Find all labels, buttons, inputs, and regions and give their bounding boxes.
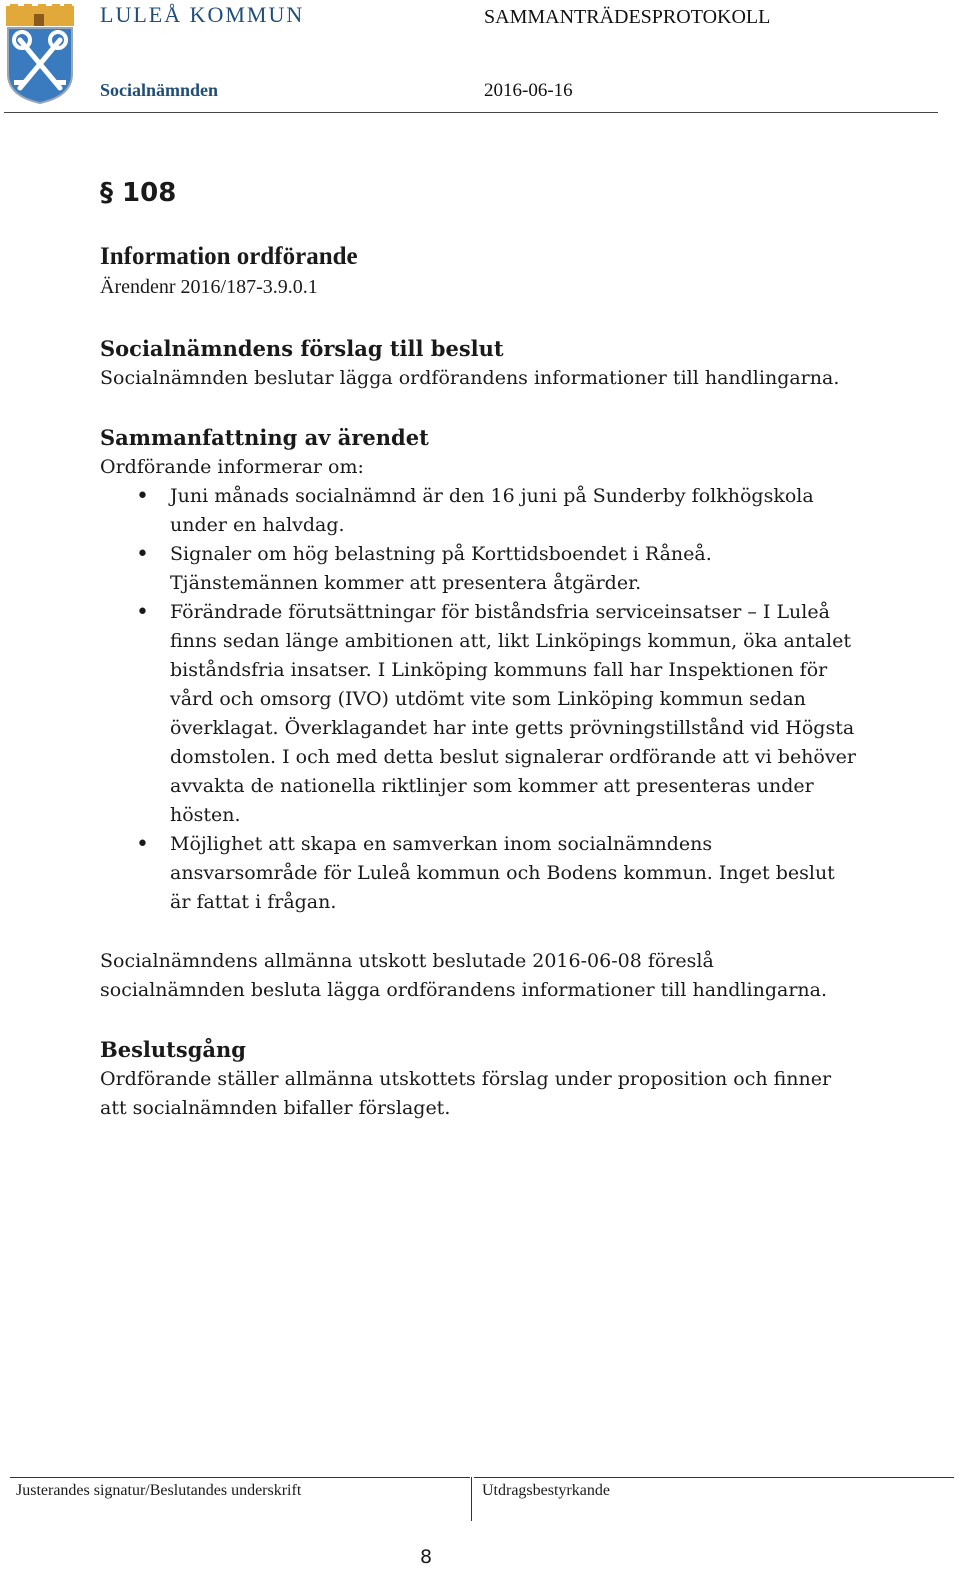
footer-vertical-divider bbox=[471, 1477, 472, 1521]
organization-name: LULEÅ KOMMUN bbox=[100, 2, 305, 27]
document-type: SAMMANTRÄDESPROTOKOLL bbox=[484, 6, 771, 28]
committee-name: Socialnämnden bbox=[100, 80, 219, 100]
committee-decision-text: Socialnämndens allmänna utskott beslutade 2016-06-08 föreslå socialnämnden besluta lägga ordförandens informationer till handlingarna. bbox=[100, 950, 828, 1001]
summary-heading: Sammanfattning av ärendet bbox=[100, 425, 429, 450]
proposal-text: Socialnämnden beslutar lägga ordförandens informationer till handlingarna. bbox=[100, 367, 840, 389]
list-item: • Förändrade förutsättningar för biståndsfria serviceinsatser – I Luleå finns sedan länge ambitionen att, likt Linköpings kommun, öka antalet biståndsfria insatser. I Linköping kommuns fall har Inspektionen för vård och omsorg (IVO) utdömt vite som Linköping kommun sedan överklagat. Överklagandet har inte getts prövningstillstånd vid Högsta domstolen. I och med detta beslut signalerar ordförande att vi behöver avvakta de nationella riktlinjer som kommer att presenteras under hösten. bbox=[170, 598, 860, 830]
meeting-date: 2016-06-16 bbox=[484, 80, 573, 101]
summary-intro: Ordförande informerar om: bbox=[100, 456, 364, 478]
decision-process-text: Ordförande ställer allmänna utskottets förslag under proposition och finner att socialnämnden bifaller förslaget. bbox=[100, 1068, 832, 1119]
lulea-coat-of-arms-icon bbox=[4, 4, 76, 104]
decision-process-heading: Beslutsgång bbox=[100, 1037, 246, 1062]
page-number: 8 bbox=[420, 1546, 433, 1568]
header-divider bbox=[4, 112, 938, 113]
item-title: Information ordförande bbox=[100, 243, 358, 270]
extract-label: Utdragsbestyrkande bbox=[482, 1482, 610, 1499]
footer-divider-right bbox=[474, 1477, 954, 1478]
decision-process-section bbox=[100, 1035, 860, 1123]
footer-divider-left bbox=[10, 1477, 470, 1478]
proposal-section bbox=[100, 334, 860, 393]
list-item: • Signaler om hög belastning på Korttidsboendet i Råneå. Tjänstemännen kommer att presentera åtgärder. bbox=[170, 540, 860, 598]
proposal-heading: Socialnämndens förslag till beslut bbox=[100, 336, 504, 361]
list-item: • Möjlighet att skapa en samverkan inom socialnämndens ansvarsområde för Luleå kommun och Bodens kommun. Inget beslut är fattat i frågan. bbox=[170, 830, 860, 917]
case-number: Ärendenr 2016/187-3.9.0.1 bbox=[100, 276, 318, 298]
protocol-content bbox=[100, 178, 860, 1153]
summary-section bbox=[100, 423, 860, 917]
paragraph-number: § 108 bbox=[100, 178, 177, 208]
list-item: • Juni månads socialnämnd är den 16 juni på Sunderby folkhögskola under en halvdag. bbox=[170, 482, 860, 540]
committee-decision-section bbox=[100, 947, 860, 1005]
summary-list bbox=[100, 482, 860, 917]
signature-label: Justerandes signatur/Beslutandes underskrift bbox=[16, 1482, 302, 1499]
